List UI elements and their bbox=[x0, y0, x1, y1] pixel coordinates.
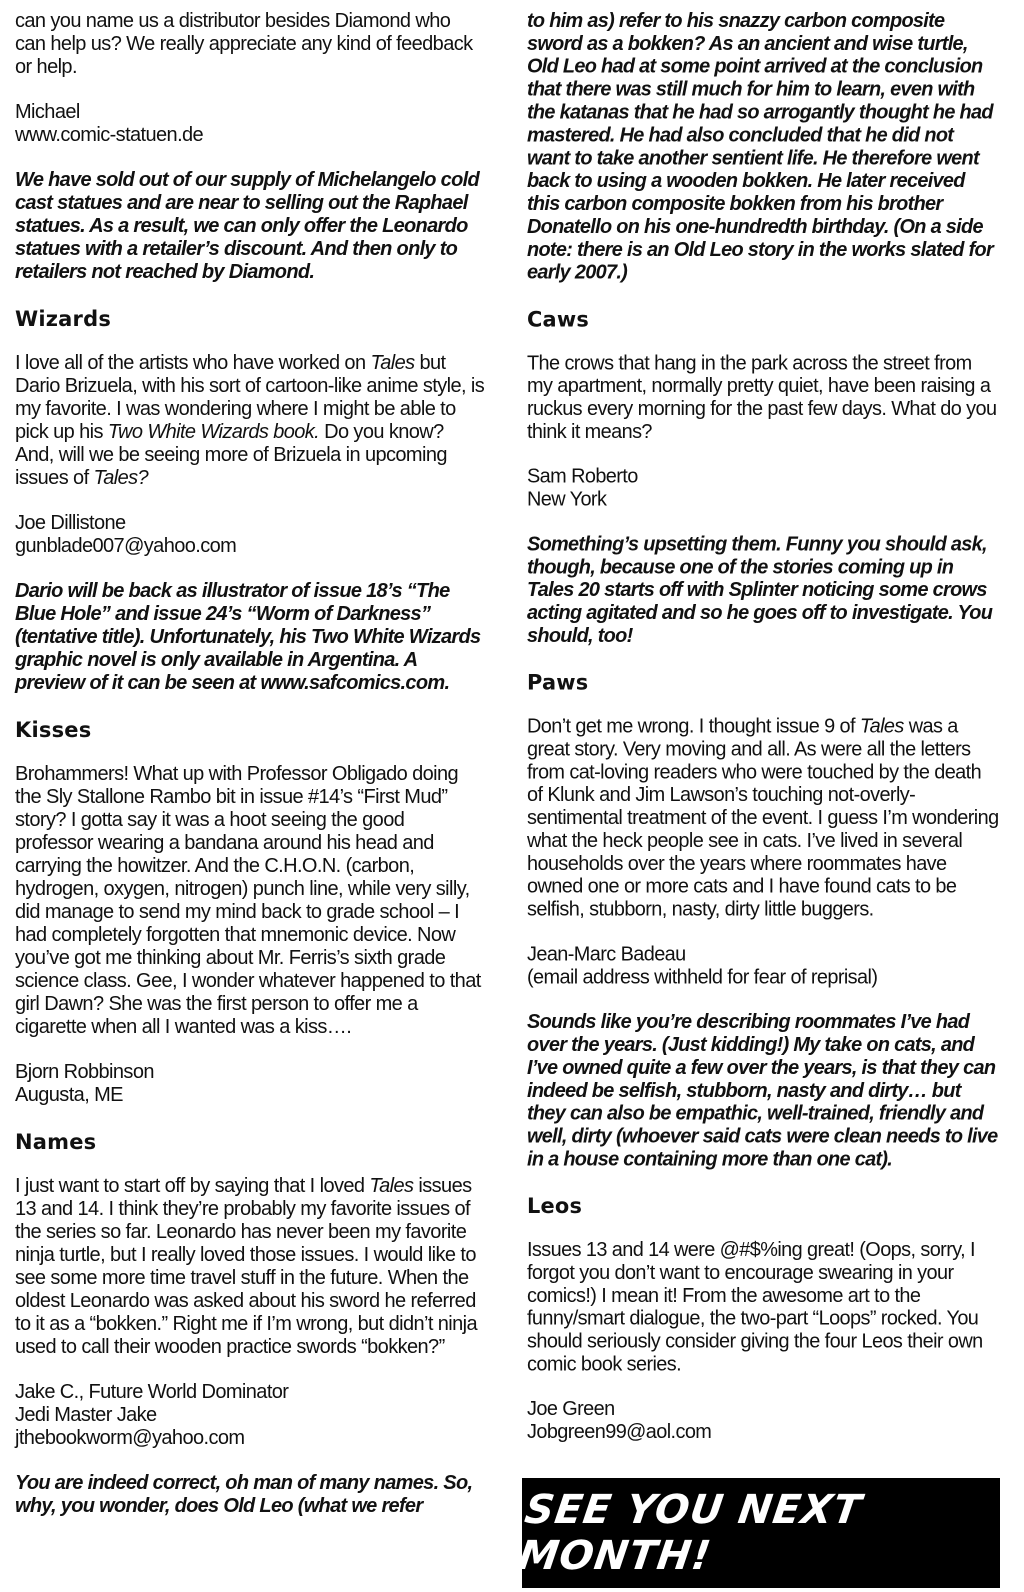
intro-reply: We have sold out of our supply of Michelangelo cold cast statues and are near to selling out the Raphael statues. As a result, we can only offer the Leonardo statues with a retailer’s discount. And then only to retailers not reached by Diamond. bbox=[15, 169, 479, 283]
title-italic: Tales bbox=[859, 715, 904, 738]
letter-text: Don’t get me wrong. I thought issue 9 of bbox=[527, 715, 860, 738]
section-heading-names: Names bbox=[15, 1130, 97, 1154]
signature-line: Michael bbox=[15, 101, 80, 123]
signature-line: jthebookworm@yahoo.com bbox=[15, 1427, 245, 1449]
title-italic: Two White Wizards book. bbox=[107, 421, 320, 443]
kisses-letter: Brohammers! What up with Professor Obligado doing the Sly Stallone Rambo bit in issue #14’s “First Mud” story? I gotta say it was a hoot seeing the good professor wearing a bandana around his head and carrying the howitzer. And the C.H.O.N. (carbon, hydrogen, oxygen, nitrogen) punch line, while very silly, did manage to send my mind back to grade school – I had completely forgotten that mnemonic device. Now you’ve got me thinking about Mr. Ferris’s sixth grade science class. Gee, I wonder whatever happened to that girl Dawn? She was the first person to offer me a cigarette when all I wanted was a kiss…. bbox=[15, 763, 481, 1038]
right-column bbox=[527, 10, 999, 1466]
signature-line: New York bbox=[527, 488, 607, 511]
section-heading-wizards: Wizards bbox=[15, 307, 112, 331]
letter-text: issues 13 and 14. I think they’re probably my favorite issues of the series so far. Leonardo has never been my favorite ninja turtle, but I really loved those issues. I would like to see some more time travel stuff in the future. When the oldest Leonardo was asked about his sword he referred to it as a “bokken.” Right me if I’m wrong, but didn’t ninja used to call their wooden practice swords “bokken?” bbox=[15, 1175, 478, 1358]
signature-line: Jean-Marc Badeau bbox=[527, 943, 686, 966]
signature-line: Joe Green bbox=[527, 1398, 615, 1421]
leos-letter: Issues 13 and 14 were @#$%ing great! (Oops, sorry, I forgot you don’t want to encourage swearing in your comics!) I mean it! From the awesome art to the funny/smart dialogue, the two-part “Loops” rocked. You should seriously consider giving the four Leos their own comic book series. bbox=[527, 1239, 983, 1376]
wizards-letter bbox=[15, 352, 485, 490]
signature-line: Jake C., Future World Dominator bbox=[15, 1381, 289, 1403]
leos-signature bbox=[527, 1398, 999, 1444]
signature-line: (email address withheld for fear of reprisal) bbox=[527, 966, 878, 989]
section-heading-leos: Leos bbox=[527, 1194, 583, 1219]
letter-text: Do you know? And, will we be seeing more of Brizuela in upcoming issues of bbox=[15, 421, 447, 489]
letter-text: was a great story. Very moving and all. As were all the letters from cat-loving readers who were touched by the death of Klunk and Jim Lawson’s touching not-overly-sentimental treatment of the event. I guess I’m wondering what the heck people see in cats. I’ve lived in several households over the years where roommates have owned one or more cats and I have found cats to be selfish, stubborn, nasty, dirty little buggers. bbox=[527, 715, 999, 921]
signature-line: Bjorn Robbinson bbox=[15, 1061, 154, 1083]
see-you-next-month-banner bbox=[515, 1478, 1000, 1588]
signature-line: Augusta, ME bbox=[15, 1084, 123, 1106]
section-heading-caws: Caws bbox=[527, 307, 589, 332]
section-heading-paws: Paws bbox=[527, 670, 589, 695]
intro-signature bbox=[15, 101, 485, 147]
names-letter bbox=[15, 1175, 485, 1359]
title-italic: Tales bbox=[370, 352, 415, 374]
title-italic: Tales? bbox=[93, 467, 149, 489]
caws-signature bbox=[527, 466, 999, 512]
letter-text: I just want to start off by saying that I loved bbox=[15, 1175, 370, 1197]
left-column bbox=[15, 10, 485, 1540]
names-reply-continued: to him as) refer to his snazzy carbon composite sword as a bokken? As an ancient and wise turtle, Old Leo had at some point arrived at the conclusion that there was still much for him to learn, even with the katanas that he had so arrogantly thought he had mastered. He had also concluded that he did not want to take another sentient life. He therefore went back to using a wooden bokken. He later received this carbon composite bokken from his brother Donatello on his one-hundredth birthday. (On a side note: there is an Old Leo story in the works slated for early 2007.) bbox=[527, 10, 994, 284]
caws-reply: Something’s upsetting them. Funny you should ask, though, because one of the stories coming up in Tales 20 starts off with Splinter noticing some crows acting agitated and so he goes off to investigate. You should, too! bbox=[527, 533, 993, 647]
wizards-signature bbox=[15, 512, 485, 558]
paws-reply: Sounds like you’re describing roommates I’ve had over the years. (Just kidding!) My take on cats, and I’ve owned quite a few over the years, is that they can indeed be selfish, stubborn, nasty and dirty… but they can also be empathic, well-trained, friendly and well, dirty (whoever said cats were clean needs to live in a house containing more than one cat). bbox=[527, 1011, 998, 1171]
kisses-signature bbox=[15, 1061, 485, 1107]
section-heading-kisses: Kisses bbox=[15, 718, 92, 742]
intro-letter-text: can you name us a distributor besides Diamond who can help us? We really appreciate any kind of feedback or help. bbox=[15, 10, 473, 78]
title-italic: Tales bbox=[369, 1175, 414, 1197]
paws-letter bbox=[527, 716, 999, 922]
signature-line: Jedi Master Jake bbox=[15, 1404, 157, 1426]
signature-line: Joe Dillistone bbox=[15, 512, 126, 534]
signature-line: Jobgreen99@aol.com bbox=[527, 1421, 712, 1444]
banner-text: SEE YOU NEXT MONTH! bbox=[515, 1487, 865, 1579]
letter-text: I love all of the artists who have worked on bbox=[15, 352, 371, 374]
signature-line: gunblade007@yahoo.com bbox=[15, 535, 237, 557]
signature-line: Sam Roberto bbox=[527, 465, 638, 488]
letter-text: but Dario Brizuela, with his sort of cartoon-like anime style, is my favorite. I was wondering where I might be able to pick up his bbox=[15, 352, 485, 443]
paws-signature bbox=[527, 943, 999, 989]
names-signature bbox=[15, 1381, 485, 1450]
signature-line: www.comic-statuen.de bbox=[15, 124, 204, 146]
names-reply-start: You are indeed correct, oh man of many names. So, why, you wonder, does Old Leo (what we refer bbox=[15, 1472, 473, 1517]
wizards-reply: Dario will be back as illustrator of issue 18’s “The Blue Hole” and issue 24’s “Worm of Darkness” (tentative title). Unfortunately, his Two White Wizards graphic novel is only available in Argentina. A preview of it can be seen at www.safcomics.com. bbox=[15, 580, 481, 694]
caws-letter: The crows that hang in the park across the street from my apartment, normally pretty quiet, have been raising a ruckus every morning for the past few days. What do you think it means? bbox=[527, 352, 997, 443]
